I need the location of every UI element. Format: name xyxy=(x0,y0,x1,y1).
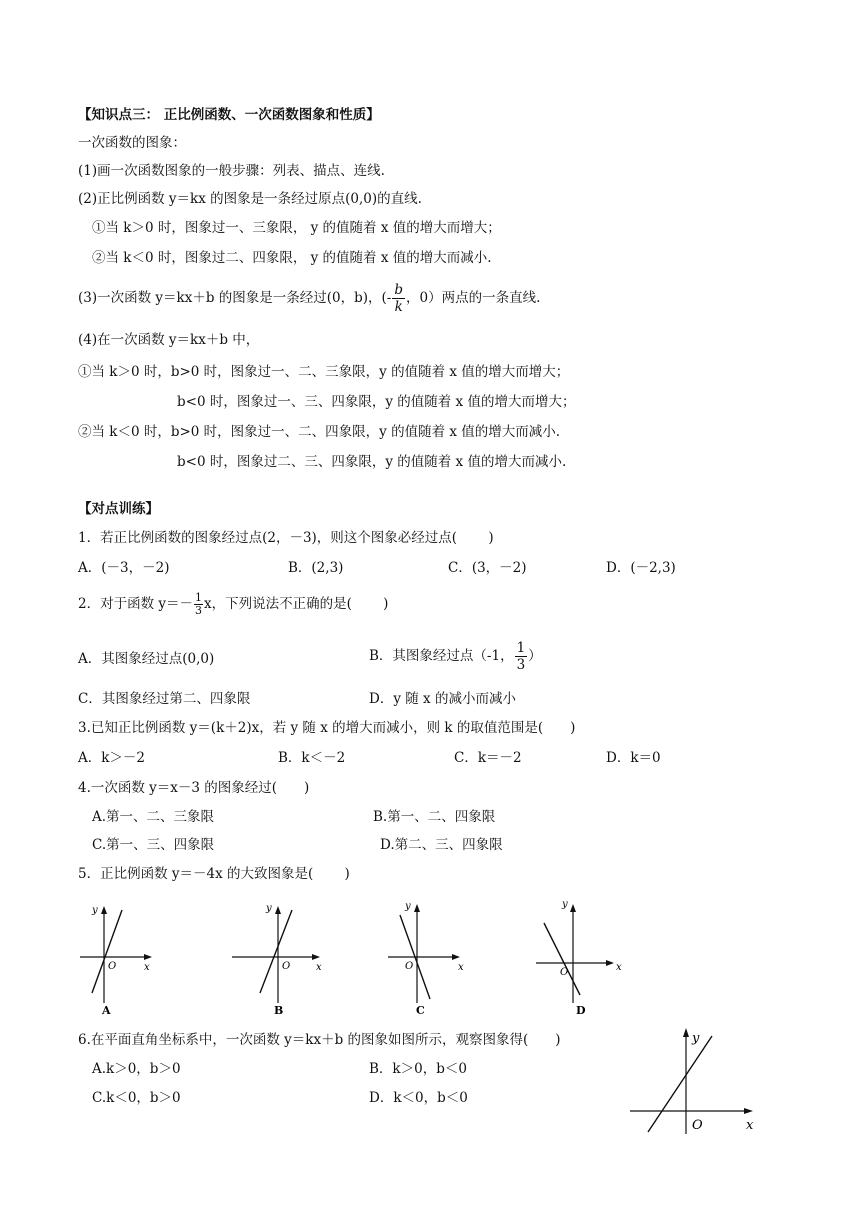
origin-label: O xyxy=(560,967,569,978)
origin-label: O xyxy=(282,961,291,972)
q2-post: x，下列说法不正确的是( ) xyxy=(204,596,389,612)
fraction-numerator: b xyxy=(394,282,404,298)
q2-b-post: ） xyxy=(528,648,542,664)
graph-d xyxy=(530,895,630,1019)
section3-p2: (2)正比例函数 y＝kx 的图象是一条经过原点(0,0)的直线. xyxy=(78,191,422,207)
y-axis-label: y xyxy=(692,1031,700,1046)
section3-p4a: ①当 k＞0 时，b>0 时，图象过一、二、三象限，y 的值随着 x 值的增大而增大； xyxy=(78,364,570,380)
graph-a xyxy=(72,895,162,1019)
y-axis-label: y xyxy=(266,903,272,914)
origin-label: O xyxy=(108,961,117,972)
question-4: 4.一次函数 y＝x－3 的图象经过( ) xyxy=(78,780,310,796)
y-axis-label: y xyxy=(562,899,568,910)
fraction-numerator: 1 xyxy=(195,591,203,604)
question-6: 6.在平面直角坐标系中，一次函数 y＝kx＋b 的图象如图所示，观察图象得( ) xyxy=(78,1032,561,1048)
origin-label: O xyxy=(692,1118,703,1133)
x-axis-label: x xyxy=(458,962,464,973)
question-3: 3.已知正比例函数 y＝(k＋2)x，若 y 随 x 的增大而减小，则 k 的取值范围是( ) xyxy=(78,720,576,736)
section3-p2a: ①当 k＞0 时，图象过一、三象限， y 的值随着 x 值的增大而增大； xyxy=(92,220,501,236)
p3-pre: (3)一次函数 y＝kx＋b 的图象是一条经过(0，b)，(- xyxy=(78,290,392,306)
q6-option-d: D．k＜0，b＜0 xyxy=(369,1090,468,1106)
q2-option-c: C．其图象经过第二、四象限 xyxy=(78,691,251,707)
x-axis-label: x xyxy=(316,962,322,973)
graph-d-label: D xyxy=(576,1004,586,1017)
section3-p4b: b<0 时，图象过一、三、四象限，y 的值随着 x 值的增大而增大； xyxy=(177,394,576,410)
q3-option-b: B．k＜－2 xyxy=(278,750,346,766)
q4-option-a: A.第一、二、三象限 xyxy=(92,809,215,825)
q1-option-d: D．(－2,3) xyxy=(606,560,676,576)
q2-pre: 2．对于函数 y＝－ xyxy=(78,596,194,612)
question-2 xyxy=(78,592,388,617)
x-axis-label: x xyxy=(616,962,622,973)
q4-option-c: C.第一、三、四象限 xyxy=(92,837,215,853)
section3-p2b: ②当 k＜0 时，图象过二、四象限， y 的值随着 x 值的增大而减小. xyxy=(92,250,492,266)
fraction-one-third xyxy=(194,592,203,617)
p3-post: ，0）两点的一条直线. xyxy=(406,290,541,306)
q6-graph xyxy=(626,1022,766,1138)
q2-option-b xyxy=(369,640,542,673)
q2-option-d: D．y 随 x 的减小而减小 xyxy=(369,691,516,707)
q3-option-c: C．k＝－2 xyxy=(454,750,522,766)
q6-option-c: C.k＜0，b＞0 xyxy=(92,1090,181,1106)
q4-option-d: D.第二、三、四象限 xyxy=(380,837,503,853)
graph-b-label: B xyxy=(274,1004,284,1017)
graph-a-label: A xyxy=(102,1004,111,1017)
q6-option-a: A.k＞0，b＞0 xyxy=(92,1061,181,1077)
training-title: 【对点训练】 xyxy=(78,501,159,517)
q6-option-b: B．k＞0，b＜0 xyxy=(369,1061,467,1077)
fraction-denominator: k xyxy=(394,299,403,315)
q4-option-b: B.第一、二、四象限 xyxy=(373,809,496,825)
section3-p1: (1)画一次函数图象的一般步骤：列表、描点、连线. xyxy=(78,163,385,179)
y-axis-label: y xyxy=(405,901,411,912)
graph-c xyxy=(382,895,472,1019)
graph-b-line xyxy=(260,910,292,993)
q1-option-a: A．(－3，－2) xyxy=(78,560,170,576)
fraction-b-over-k xyxy=(392,282,405,315)
section3-p3 xyxy=(78,282,540,315)
question-5: 5．正比例函数 y＝－4x 的大致图象是( ) xyxy=(78,866,350,882)
section3-p4c: ②当 k＜0 时，b>0 时，图象过一、二、四象限，y 的值随着 x 值的增大而减小. xyxy=(78,424,561,440)
fraction-one-third xyxy=(515,640,528,673)
q1-option-b: B．(2,3) xyxy=(288,560,344,576)
section3-title: 【知识点三： 正比例函数、一次函数图象和性质】 xyxy=(78,107,380,123)
graph-d-line xyxy=(544,923,580,995)
graph-b xyxy=(226,895,326,1019)
graph-a-line xyxy=(92,910,122,993)
fraction-denominator: 3 xyxy=(516,657,526,673)
fraction-numerator: 1 xyxy=(516,640,526,656)
graph-c-label: C xyxy=(416,1004,425,1017)
origin-label: O xyxy=(405,961,414,972)
q2-option-a: A．其图象经过点(0,0) xyxy=(78,651,215,667)
y-axis-label: y xyxy=(92,905,98,916)
q3-option-a: A．k＞－2 xyxy=(78,750,146,766)
q2-b-pre: B．其图象经过点（-1， xyxy=(369,648,514,664)
q1-option-c: C．(3，－2) xyxy=(448,560,527,576)
q3-option-d: D．k＝0 xyxy=(606,750,661,766)
section3-intro: 一次函数的图象： xyxy=(78,135,186,151)
x-axis-label: x xyxy=(144,962,150,973)
section3-p4d: b<0 时，图象过二、三、四象限，y 的值随着 x 值的增大而减小. xyxy=(177,454,567,470)
fraction-denominator: 3 xyxy=(195,604,203,617)
x-axis-label: x xyxy=(746,1118,754,1133)
section3-p4: (4)在一次函数 y＝kx＋b 中， xyxy=(78,332,260,348)
question-1: 1．若正比例函数的图象经过点(2，－3)，则这个图象必经过点( ) xyxy=(78,530,494,546)
